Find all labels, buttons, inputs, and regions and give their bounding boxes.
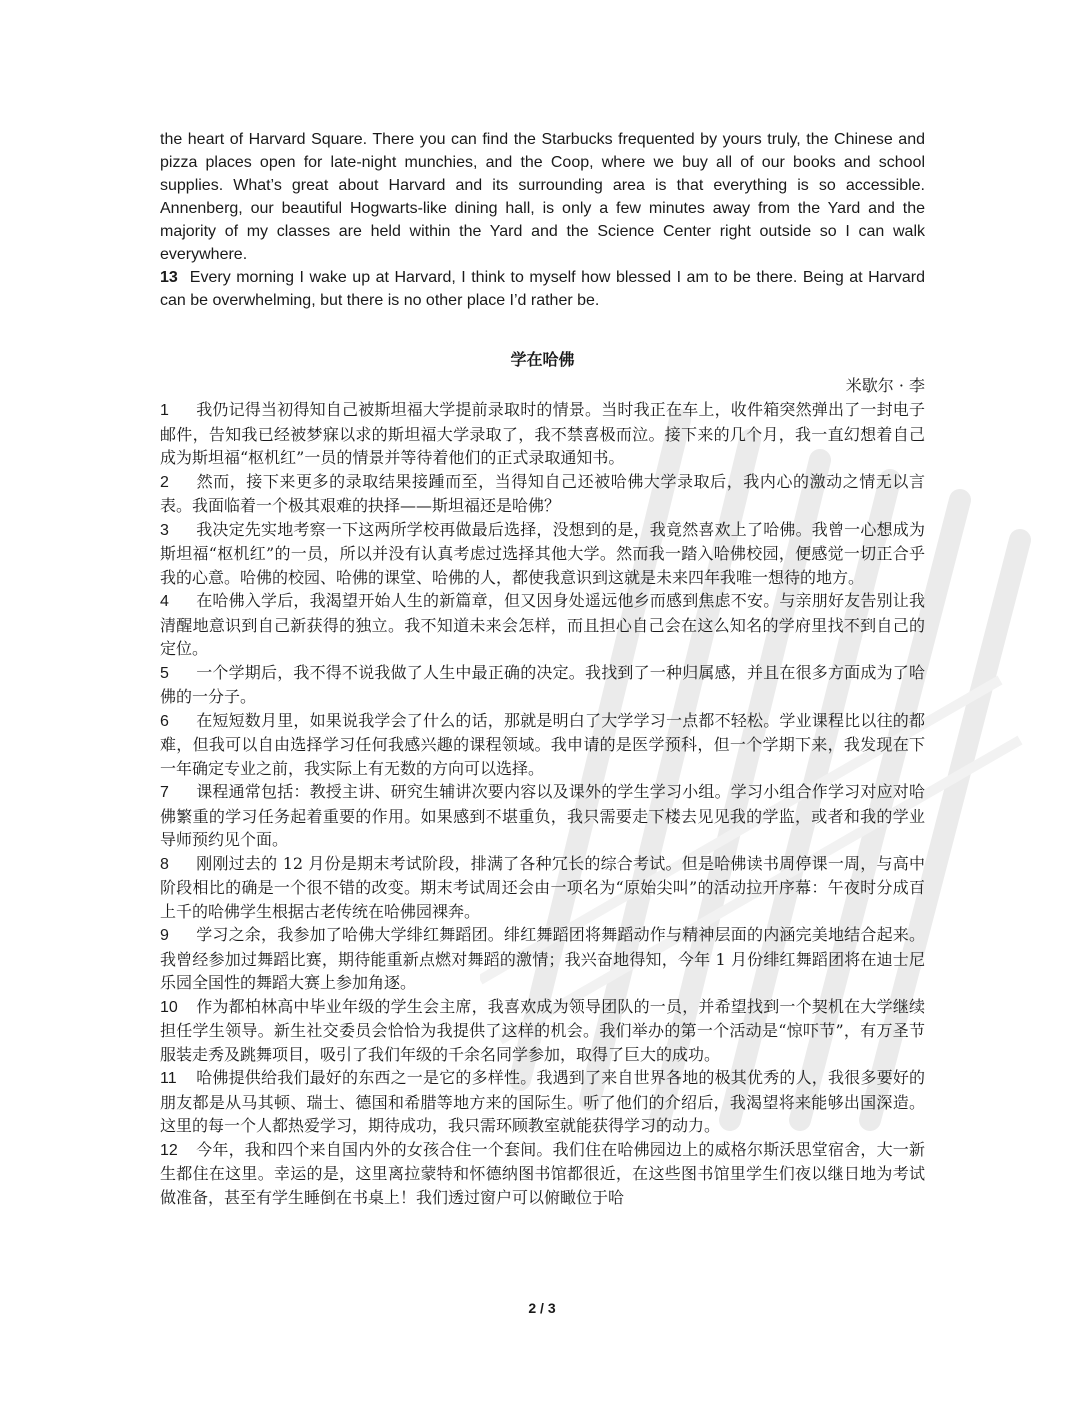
paragraph-number: 12 (160, 1141, 178, 1159)
paragraph-number: 6 (160, 712, 169, 730)
paragraph-number: 10 (160, 998, 178, 1016)
chinese-paragraph (160, 589, 925, 661)
paragraph-number: 11 (160, 1070, 177, 1087)
page-number: 2 / 3 (528, 1300, 556, 1316)
paragraph-number: 2 (160, 473, 169, 491)
paragraph-text: 学习之余，我参加了哈佛大学绯红舞蹈团。绯红舞蹈团将舞蹈动作与精神层面的内涵完美地结合起来。我曾经参加过舞蹈比赛，期待能重新点燃对舞蹈的激情；我兴奋地得知，今年 1 月份绯红舞蹈团将在迪士尼乐园全国性的舞蹈大赛上参加角逐。 (160, 925, 925, 992)
chinese-section (160, 398, 925, 1209)
paragraph-number: 8 (160, 855, 169, 873)
paragraph-text: 刚刚过去的 12 月份是期末考试阶段，排满了各种冗长的综合考试。但是哈佛读书周停课一周，与高中阶段相比的确是一个很不错的改变。期末考试周还会由一项名为“原始尖叫”的活动拉开序幕：午夜时分成百上千的哈佛学生根据古老传统在哈佛园裸奔。 (160, 853, 925, 921)
chinese-paragraph (160, 923, 925, 995)
paragraph-number: 9 (160, 927, 169, 944)
chinese-paragraph (160, 1138, 925, 1210)
chinese-paragraph (160, 780, 925, 852)
english-section (160, 128, 925, 312)
paragraph-text: 在短短数月里，如果说我学会了什么的话，那就是明白了大学学习一点都不轻松。学业课程比以往的都难，但我可以自由选择学习任何我感兴趣的课程领域。我申请的是医学预科，但一个学期下来，我发现在下一年确定专业之前，我实际上有无数的方向可以选择。 (160, 710, 925, 778)
paragraph-text: 然而，接下来更多的录取结果接踵而至，当得知自己还被哈佛大学录取后，我内心的激动之情无以言表。我面临着一个极其艰难的抉择——斯坦福还是哈佛？ (160, 471, 925, 515)
paragraph-text: 在哈佛入学后，我渴望开始人生的新篇章，但又因身处遥远他乡而感到焦虑不安。与亲朋好友告别让我清醒地意识到自己新获得的独立。我不知道未来会怎样，而且担心自己会在这么知名的学府里找不到自己的定位。 (160, 591, 925, 658)
paragraph-number: 3 (160, 521, 169, 539)
chinese-paragraph (160, 470, 925, 518)
chinese-paragraph (160, 995, 925, 1067)
paragraph-number: 5 (160, 664, 169, 682)
paragraph-text: Every morning I wake up at Harvard, I think to myself how blessed I am to be there. Being at Harvard can be overwhelming, but there is no other place I’d rather be. (160, 269, 925, 309)
paragraph-text: 作为都柏林高中毕业年级的学生会主席，我喜欢成为领导团队的一员，并希望找到一个契机在大学继续担任学生领导。新生社交委员会恰恰为我提供了这样的机会。我们举办的第一个活动是“惊吓节”，有万圣节服装走秀及跳舞项目，吸引了我们年级的千余名同学参加，取得了巨大的成功。 (160, 996, 925, 1064)
chinese-paragraph (160, 709, 925, 781)
chinese-paragraph (160, 1066, 925, 1138)
paragraph-number: 4 (160, 593, 169, 610)
paragraph-text: 我决定先实地考察一下这两所学校再做最后选择，没想到的是，我竟然喜欢上了哈佛。我曾一心想成为斯坦福“枢机红”的一员，所以并没有认真考虑过选择其他大学。然而我一踏入哈佛校园，便感觉一切正合乎我的心意。哈佛的校园、哈佛的课堂、哈佛的人，都使我意识到这就是未来四年我唯一想待的地方。 (160, 519, 925, 587)
chinese-paragraph (160, 852, 925, 924)
paragraph-text: 哈佛提供给我们最好的东西之一是它的多样性。我遇到了来自世界各地的极其优秀的人，我很多要好的朋友都是从马其顿、瑞士、德国和希腊等地方来的国际生。听了他们的介绍后，我渴望将来能够出国深造。这里的每一个人都热爱学习，期待成功，我只需环顾教室就能获得学习的动力。 (160, 1068, 925, 1135)
paragraph-number: 7 (160, 784, 169, 801)
paragraph-number: 13 (160, 269, 178, 286)
paragraph-number: 1 (160, 402, 169, 419)
english-paragraph-13 (160, 266, 925, 312)
english-paragraph-12-continued: the heart of Harvard Square. There you can find the Starbucks frequented by yours truly, the Chinese and pizza places open for late-night munchies, and the Coop, where we buy all of our books and school supplies. What’s great about Harvard and its surrounding area is that everything is so accessible. Annenberg, our beautiful Hogwarts-like dining hall, is only a few minutes away from the Yard and the majority of my classes are held within the Yard and the Science Center right outside so I can walk everywhere. (160, 131, 925, 263)
paragraph-text: 我仍记得当初得知自己被斯坦福大学提前录取时的情景。当时我正在车上，收件箱突然弹出了一封电子邮件，告知我已经被梦寐以求的斯坦福大学录取了，我不禁喜极而泣。接下来的几个月，我一直幻想着自己成为斯坦福“枢机红”一员的情景并等待着他们的正式录取通知书。 (160, 400, 925, 467)
page-content (160, 128, 925, 1209)
paragraph-text: 今年，我和四个来自国内外的女孩合住一个套间。我们住在哈佛园边上的威格尔斯沃思堂宿舍，大一新生都住在这里。幸运的是，这里离拉蒙特和怀德纳图书馆都很近，在这些图书馆里学生们夜以继日地为考试做准备，甚至有学生睡倒在书桌上！我们透过窗户可以俯瞰位于哈 (160, 1139, 925, 1207)
chinese-paragraph (160, 661, 925, 709)
chinese-title: 学在哈佛 (510, 350, 575, 369)
chinese-paragraph (160, 398, 925, 470)
chinese-author: 米歇尔 · 李 (845, 376, 925, 395)
chinese-paragraph (160, 518, 925, 590)
paragraph-text: 一个学期后，我不得不说我做了人生中最正确的决定。我找到了一种归属感，并且在很多方面成为了哈佛的一分子。 (160, 662, 925, 706)
paragraph-text: 课程通常包括：教授主讲、研究生辅讲次要内容以及课外的学生学习小组。学习小组合作学习对应对哈佛繁重的学习任务起着重要的作用。如果感到不堪重负，我只需要走下楼去见见我的学监，或者和我的学业导师预约见个面。 (160, 782, 925, 849)
